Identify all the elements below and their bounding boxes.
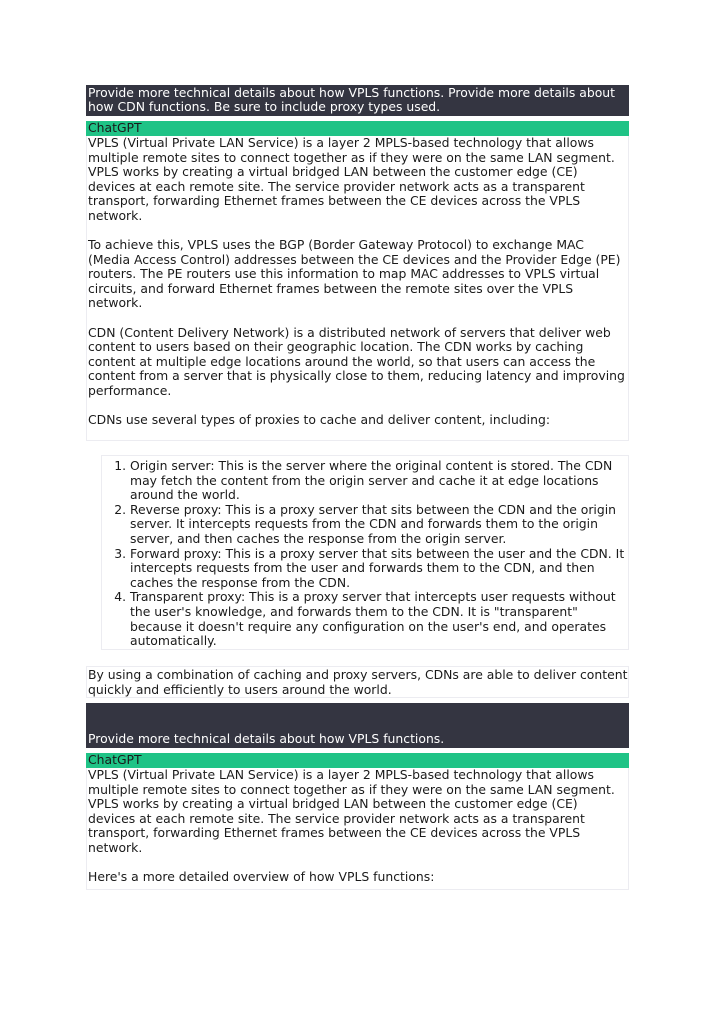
user-prompt-text: Provide more technical details about how VPLS functions. [88,731,445,747]
response-paragraph: CDN (Content Delivery Network) is a distributed network of servers that deliver web content to users based on their geographic location. The CDN works by caching content at multiple edge locations around the world, so that users can access the content from a server that is physically close to them, reducing latency and improving performance. [88,324,625,398]
assistant-name: ChatGPT [88,752,142,767]
response-paragraph: To achieve this, VPLS uses the BGP (Border Gateway Protocol) to exchange MAC (Media Access Control) addresses between the CE devices and the Provider Edge (PE) routers. The PE routers use this information to map MAC addresses to VPLS virtual circuits, and forward Ethernet frames between the remote sites over the VPLS network. [88,237,621,311]
assistant-label-1 [86,121,629,136]
assistant-response-2 [86,768,629,890]
assistant-label-2 [86,753,629,768]
response-paragraph: VPLS (Virtual Private LAN Service) is a layer 2 MPLS-based technology that allows multiple remote sites to connect together as if they were on the same LAN segment. VPLS works by creating a virtual bridged LAN between the customer edge (CE) devices at each remote site. The service provider network acts as a transparent transport, forwarding Ethernet frames between the CE devices across the VPLS network. [88,767,615,855]
list-item: 2. Reverse proxy: This is a proxy server that sits between the CDN and the origin server. It intercepts requests from the CDN and forwards them to the origin server, and then caches the response from the origin server. [130,503,628,547]
response-closing-box [86,666,629,698]
list-item: 1. Origin server: This is the server where the original content is stored. The CDN may fetch the content from the origin server and cache it at edge locations around the world. [130,459,628,503]
list-item: 3. Forward proxy: This is a proxy server that sits between the user and the CDN. It intercepts requests from the user and forwards them to the CDN, and then caches the response from the CDN. [130,547,628,591]
response-closing: By using a combination of caching and proxy servers, CDNs are able to deliver content quickly and efficiently to users around the world. [88,667,628,697]
proxy-types-list [102,459,628,649]
assistant-response-1 [86,136,629,441]
user-prompt-1 [86,85,629,116]
list-item: 4. Transparent proxy: This is a proxy server that intercepts user requests without the user's knowledge, and forwards them to the CDN. It is "transparent" because it doesn't require any configuration on the user's end, and operates automatically. [130,590,628,648]
response-paragraph: Here's a more detailed overview of how VPLS functions: [88,869,435,885]
response-paragraph: VPLS (Virtual Private LAN Service) is a layer 2 MPLS-based technology that allows multiple remote sites to connect together as if they were on the same LAN segment. VPLS works by creating a virtual bridged LAN between the customer edge (CE) devices at each remote site. The service provider network acts as a transparent transport, forwarding Ethernet frames between the CE devices across the VPLS network. [88,135,615,223]
user-prompt-text: Provide more technical details about how VPLS functions. Provide more details about how CDN functions. Be sure to include proxy types used. [88,84,616,115]
response-paragraph: CDNs use several types of proxies to cache and deliver content, including: [88,412,551,427]
assistant-name: ChatGPT [88,120,142,135]
proxy-types-list-box [101,455,629,650]
user-prompt-2 [86,703,629,748]
